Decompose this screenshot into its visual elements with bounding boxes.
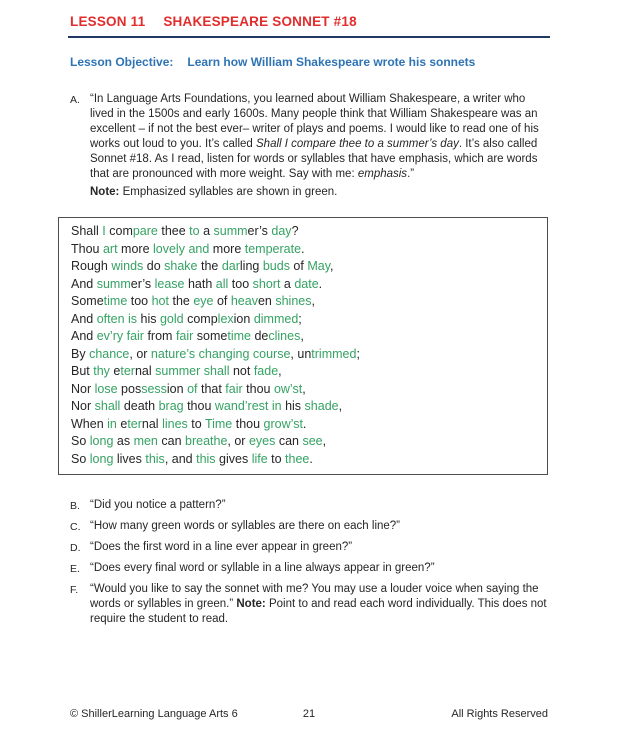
plain-syllable: So [71, 434, 90, 448]
plain-syllable: de [250, 329, 269, 343]
emphasized-syllable: pare [132, 224, 158, 238]
text-segment: “Would you like to say the sonnet with me? You may use a louder voice when saying the words or syllables in green.” [90, 583, 539, 610]
plain-syllable: er’s [247, 224, 272, 238]
item-label: F. [70, 584, 79, 596]
item-text [90, 561, 548, 577]
footer-page-number: 21 [302, 708, 316, 720]
plain-syllable: his [137, 311, 160, 326]
objective-label: Lesson Objective: [70, 55, 174, 69]
text-segment: “Does every final word or syllable in a line always appear in green?” [90, 562, 435, 574]
emphasized-syllable: thee [285, 451, 310, 466]
sonnet-box [58, 217, 548, 475]
emphasized-syllable: often [96, 311, 125, 326]
emphasized-syllable: lines [162, 416, 188, 431]
emphasized-syllable: this [145, 451, 165, 466]
emphasized-syllable: long [89, 451, 114, 466]
sonnet-line [71, 451, 535, 469]
emphasized-syllable: eyes [248, 434, 276, 448]
plain-syllable: as [113, 434, 134, 448]
question-item-b [70, 498, 548, 514]
emphasized-syllable: summ [96, 276, 131, 291]
emphasized-syllable: nature’s [150, 346, 196, 361]
plain-syllable: ion [233, 311, 254, 326]
emphasized-syllable: sess [141, 381, 167, 396]
plain-syllable: Rough [71, 259, 112, 273]
page-footer [70, 708, 548, 720]
plain-syllable: lives [113, 451, 146, 466]
footer-copyright: © ShillerLearning Language Arts 6 [70, 708, 238, 720]
plain-syllable: comp [183, 311, 218, 326]
emphasized-syllable: summ [213, 224, 248, 238]
emphasized-syllable: temperate [244, 241, 302, 256]
plain-syllable: Nor [71, 399, 95, 413]
instruction-item-a [70, 92, 548, 182]
lesson-title: SHAKESPEARE SONNET #18 [163, 14, 357, 29]
plain-syllable: And [71, 329, 97, 343]
plain-syllable: Shall [71, 224, 103, 238]
item-label: C. [70, 521, 81, 533]
plain-syllable: , or [129, 346, 151, 361]
emphasized-syllable: fair [175, 329, 194, 343]
plain-syllable: pos [117, 381, 142, 396]
emphasized-syllable: short [252, 276, 281, 291]
emphasized-syllable: chance [89, 346, 130, 361]
emphasized-syllable: Time [204, 416, 233, 431]
emphasized-syllable: dimmed [253, 311, 299, 326]
emphasized-syllable: May [307, 259, 331, 273]
plain-syllable: ? [291, 224, 299, 238]
plain-syllable: . [301, 241, 305, 256]
question-item-e [70, 561, 548, 577]
emphasized-syllable: course [252, 346, 291, 361]
emphasized-syllable: hot [151, 294, 169, 308]
lesson-objective [70, 55, 548, 69]
question-item-d [70, 540, 548, 556]
plain-syllable: can [157, 434, 185, 448]
plain-syllable: the [169, 294, 194, 308]
plain-syllable: , [278, 364, 282, 378]
sonnet-line [71, 328, 535, 346]
emphasized-syllable: this [196, 451, 216, 466]
emphasized-syllable: ter [120, 364, 135, 378]
item-label: B. [70, 500, 80, 512]
sonnet-line [71, 416, 535, 434]
emphasized-syllable: thy [93, 364, 110, 378]
sonnet-line [71, 433, 535, 451]
plain-syllable: thou [242, 381, 274, 396]
emphasized-syllable: art [102, 241, 118, 256]
plain-syllable: , [311, 294, 315, 308]
text-segment: “Does the first word in a line ever appear in green?” [90, 541, 353, 553]
plain-syllable: When [71, 416, 108, 431]
text-segment: “How many green words or syllables are there on each line?” [90, 520, 401, 532]
plain-syllable: e [116, 416, 128, 431]
sonnet-line [71, 223, 535, 241]
item-label: D. [70, 542, 81, 554]
emphasized-syllable: is [128, 311, 138, 326]
emphasized-syllable: ow’st [273, 381, 303, 396]
emphasized-syllable: brag [158, 399, 184, 413]
plain-syllable: , [300, 329, 304, 343]
emphasized-syllable: of [187, 381, 198, 396]
emphasized-syllable: breathe [185, 434, 228, 448]
plain-syllable: . [302, 416, 307, 431]
plain-syllable: too [228, 276, 253, 291]
plain-syllable: gives [215, 451, 252, 466]
emphasized-syllable: fair [225, 381, 243, 396]
emphasized-syllable: gold [159, 311, 184, 326]
emphasized-syllable: to [189, 224, 200, 238]
emphasized-syllable: and [188, 241, 210, 256]
note-label: Note: [90, 186, 120, 198]
plain-syllable: com [105, 224, 133, 238]
emphasized-syllable: all [215, 276, 229, 291]
sonnet-line [71, 276, 535, 294]
plain-syllable: By [71, 346, 90, 361]
emphasized-syllable: trimmed [311, 346, 357, 361]
plain-syllable: Nor [71, 381, 95, 396]
emphasized-syllable: date [294, 276, 319, 291]
plain-syllable: do [143, 259, 165, 273]
sonnet-line [71, 398, 535, 416]
item-label: E. [70, 563, 80, 575]
item-text [90, 498, 548, 514]
sonnet-line [71, 346, 535, 364]
sonnet-line [71, 381, 535, 399]
emphasized-syllable: grow’st [263, 416, 303, 431]
item-text [90, 582, 548, 627]
plain-syllable: from [143, 329, 176, 343]
plain-syllable: Some [71, 294, 104, 308]
emphasized-syllable: long [89, 434, 114, 448]
item-label: A. [70, 94, 80, 106]
item-text [90, 540, 548, 556]
emphasized-syllable: lex [217, 311, 234, 326]
plain-syllable: ling [239, 259, 263, 273]
plain-syllable: some [193, 329, 228, 343]
plain-syllable: thou [183, 399, 215, 413]
question-item-f [70, 582, 548, 627]
text-segment: Shall I compare thee to a summer’s day [256, 138, 459, 150]
emphasized-syllable: lose [94, 381, 118, 396]
plain-syllable: of [213, 294, 231, 308]
plain-syllable: to [267, 451, 286, 466]
text-segment: .” [407, 168, 415, 180]
emphasized-syllable: ev’ry [96, 329, 124, 343]
emphasized-syllable: shake [164, 259, 198, 273]
plain-syllable: ; [298, 311, 302, 326]
plain-syllable: too [127, 294, 152, 308]
plain-syllable: death [120, 399, 159, 413]
plain-syllable: thou [232, 416, 264, 431]
question-list [70, 498, 548, 627]
item-a-note [90, 185, 548, 200]
emphasized-syllable: eye [193, 294, 214, 308]
emphasized-syllable: winds [111, 259, 144, 273]
emphasized-syllable: ter [127, 416, 142, 431]
plain-syllable: en [257, 294, 276, 308]
emphasized-syllable: I [102, 224, 106, 238]
emphasized-syllable: see [302, 434, 323, 448]
plain-syllable: So [71, 451, 90, 466]
plain-syllable: . [309, 451, 313, 466]
emphasized-syllable: day [271, 224, 292, 238]
plain-syllable: , and [164, 451, 197, 466]
emphasized-syllable: men [133, 434, 158, 448]
plain-syllable: of [289, 259, 308, 273]
plain-syllable: nal [134, 364, 156, 378]
plain-syllable: to [187, 416, 205, 431]
plain-syllable: thee [157, 224, 190, 238]
emphasized-syllable: heav [230, 294, 258, 308]
plain-syllable: , [322, 434, 327, 448]
plain-syllable: , [338, 399, 343, 413]
emphasized-syllable: in [271, 399, 282, 413]
plain-syllable: ; [356, 346, 360, 361]
text-segment: “In Language Arts Foundations, you learned about William Shakespeare, a writer who lived in the 1500s and early 1600s. Many people think that William Shakespeare was an excellent – if not the best ever– writer of plays and poems. I would like to read one of his works out loud to you. It’s called [90, 93, 539, 150]
emphasized-syllable: fade [253, 364, 279, 378]
emphasized-syllable: wand’rest [214, 399, 269, 413]
plain-syllable: his [281, 399, 305, 413]
emphasized-syllable: lease [154, 276, 185, 291]
plain-syllable: can [275, 434, 303, 448]
plain-syllable: And [71, 311, 97, 326]
sonnet-line [71, 241, 535, 259]
sonnet-line [71, 363, 535, 381]
item-text [90, 519, 548, 535]
emphasized-syllable: in [107, 416, 117, 431]
plain-syllable: nal [141, 416, 163, 431]
emphasized-syllable: clines [268, 329, 301, 343]
emphasized-syllable: shall [203, 364, 230, 378]
plain-syllable: , un [290, 346, 312, 361]
plain-syllable: , [302, 381, 306, 396]
emphasized-syllable: life [251, 451, 268, 466]
sonnet-line [71, 258, 535, 276]
plain-syllable: the [197, 259, 222, 273]
footer-rights: All Rights Reserved [451, 708, 548, 720]
emphasized-syllable: time [227, 329, 251, 343]
emphasized-syllable: shade [304, 399, 339, 413]
plain-syllable: ion [166, 381, 188, 396]
emphasized-syllable: time [103, 294, 128, 308]
objective-text: Learn how William Shakespeare wrote his sonnets [187, 55, 476, 69]
plain-syllable: hath [184, 276, 216, 291]
lesson-number-label: LESSON 11 [70, 14, 146, 29]
emphasized-syllable: changing [198, 346, 250, 361]
sonnet-line [71, 311, 535, 329]
plain-syllable: e [109, 364, 121, 378]
plain-syllable: . [318, 276, 323, 291]
question-item-c [70, 519, 548, 535]
plain-syllable: more [209, 241, 245, 256]
emphasized-syllable: lovely [153, 241, 185, 256]
text-segment: . It’s also called Sonnet #18. As I read, listen for words or syllables that have emphasis, which are words that are pronounced with more weight. Say with me: [90, 138, 538, 180]
plain-syllable: a [199, 224, 214, 238]
page-title [70, 14, 548, 29]
emphasized-syllable: dar [221, 259, 240, 273]
plain-syllable: But [71, 364, 94, 378]
text-segment: emphasis [357, 168, 408, 180]
note-label: Note: [236, 598, 266, 610]
text-segment: “Did you notice a pattern?” [90, 499, 226, 511]
emphasized-syllable: shines [275, 294, 312, 308]
emphasized-syllable: fair [126, 329, 144, 343]
header-divider [68, 36, 550, 38]
emphasized-syllable: shall [94, 399, 121, 413]
emphasized-syllable: buds [262, 259, 290, 273]
plain-syllable: And [71, 276, 97, 291]
plain-syllable: er’s [130, 276, 155, 291]
plain-syllable: more [117, 241, 153, 256]
plain-syllable: Thou [71, 241, 103, 256]
emphasized-syllable: summer [155, 364, 201, 378]
plain-syllable: a [280, 276, 295, 291]
item-text [90, 92, 548, 182]
plain-syllable: , or [227, 434, 249, 448]
sonnet-line [71, 293, 535, 311]
plain-syllable: not [229, 364, 254, 378]
plain-syllable: that [197, 381, 226, 396]
text-segment: Point to and read each word individually. This does not require the student to read. [90, 598, 547, 625]
text-segment: Emphasized syllables are shown in green. [119, 186, 338, 198]
plain-syllable: , [330, 259, 334, 273]
